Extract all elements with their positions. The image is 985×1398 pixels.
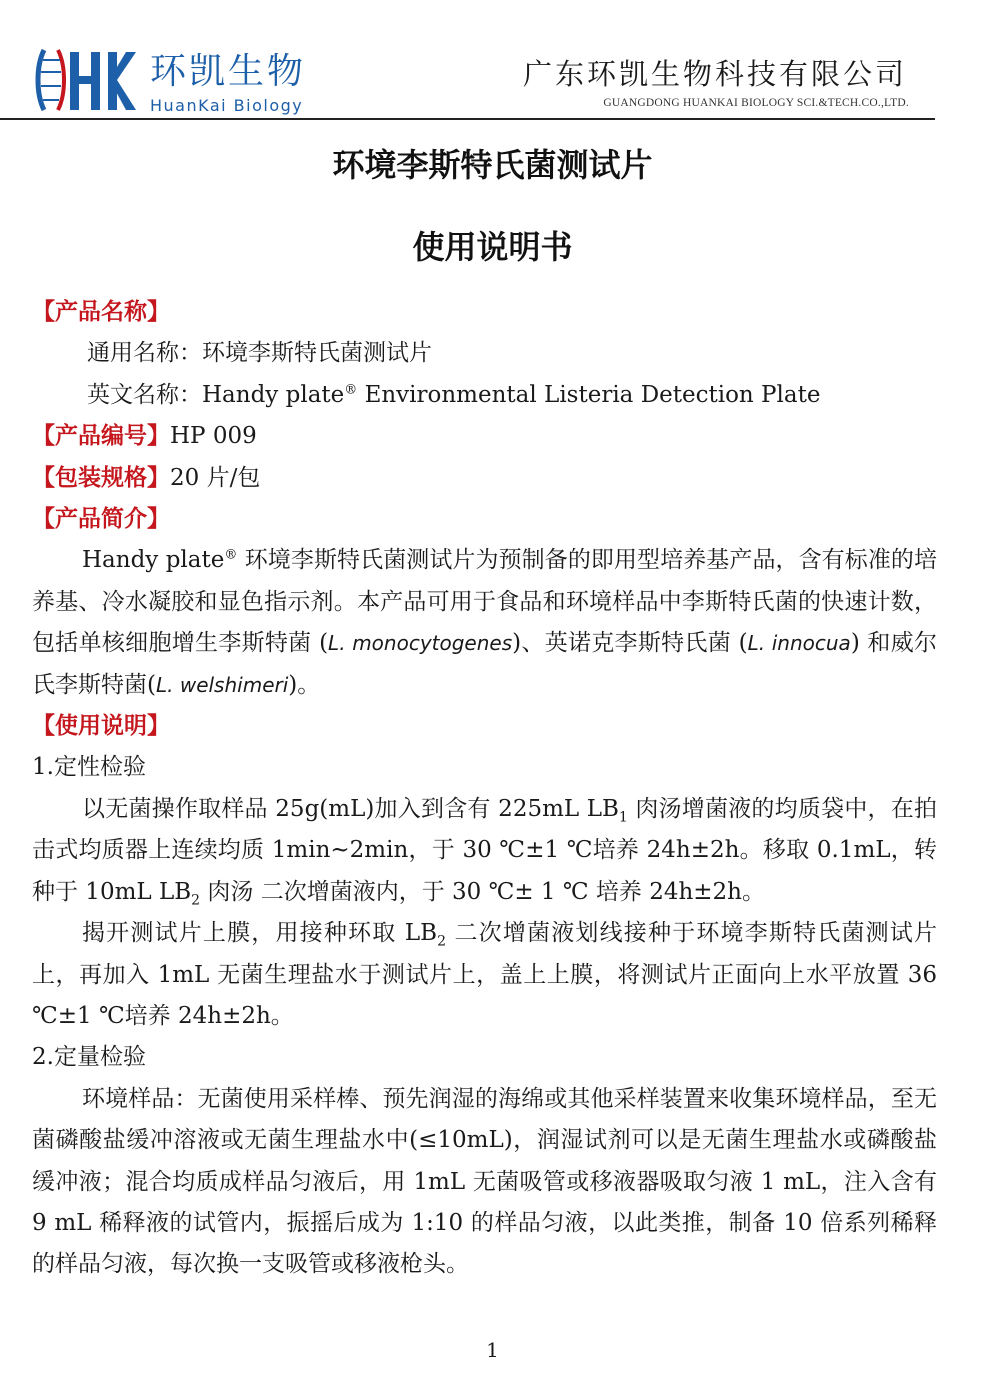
registered-mark: ® [224,547,238,563]
qualitative-paragraph-1 [32,789,937,913]
usage-text: 以无菌操作取样品 25g(mL)加入到含有 225mL LB [82,795,619,822]
section-heading: 【产品简介】 [32,506,170,533]
intro-brand: Handy plate [82,547,225,574]
company-name-cn: 广东环凯生物科技有限公司 [522,57,907,91]
generic-name-label: 通用名称： [87,340,202,367]
page-number: 1 [486,1338,499,1362]
document-body [32,292,937,1286]
logo-english-name: HuanKai Biology [150,96,304,115]
subscript: 1 [618,809,628,826]
packaging-row [32,458,937,499]
qualitative-title: 1.定性检验 [32,754,146,781]
intro-text: )。 [288,671,321,698]
species-name: L. innocua [747,631,851,656]
generic-name-value: 环境李斯特氏菌测试片 [202,340,432,367]
english-brand: Handy plate [202,381,345,408]
species-name: L. welshimeri [155,672,289,697]
product-code-value: HP 009 [170,423,257,450]
generic-name-row [32,333,937,374]
bhk-logo-icon [34,46,139,114]
registered-mark: ® [344,382,358,398]
quantitative-paragraph: 环境样品：无菌使用采样棒、预先润湿的海绵或其他采样装置来收集环境样品，至无菌磷酸盐缓冲溶液或无菌生理盐水中(≤10mL)，润湿试剂可以是无菌生理盐水或磷酸盐缓冲液；混合均质成样品匀液后，用 1mL 无菌吸管或移液器吸取匀液 1 mL，注入含有 9 mL 稀释液的试管内，振摇后成为 1:10 的样品匀液，以此类推，制备 10 倍系列稀释的样品匀液，每次换一支吸管或移液枪头。 [32,1085,937,1278]
intro-text: ) 和威尔氏李斯特菌( [32,630,937,698]
section-intro [32,499,937,540]
subscript: 2 [191,892,201,909]
intro-paragraph [32,540,937,706]
page-header [0,0,985,125]
section-heading: 【使用说明】 [32,713,170,740]
product-code-row [32,416,937,457]
document-title: 环境李斯特氏菌测试片 [332,146,653,184]
section-product-name [32,292,937,333]
english-name-value: Environmental Listeria Detection Plate [357,381,821,408]
logo-chinese-name: 环凯生物 [150,51,307,92]
usage-text: 肉汤增菌液的均质袋中，在拍击式均质器上连续均质 1min~2min，于 30 ℃±1 ℃培养 24h±2h。移取 0.1mL，转种于 10mL LB [32,795,937,905]
qualitative-paragraph-2 [32,913,937,1037]
header-divider [0,118,935,120]
section-heading: 【产品名称】 [32,299,170,325]
english-name-label: 英文名称： [87,381,202,408]
english-name-row [32,375,937,416]
document-subtitle: 使用说明书 [412,228,573,266]
usage-text: 二次增菌液划线接种于环境李斯特氏菌测试片上，再加入 1mL 无菌生理盐水于测试片上，盖上上膜，将测试片正面向上水平放置 36 ℃±1 ℃培养 24h±2h。 [32,920,937,1029]
company-name-en: GUANGDONG HUANKAI BIOLOGY SCI.&TECH.CO.,LTD. [603,97,909,109]
intro-text: 环境李斯特氏菌测试片为预制备的即用型培养基产品，含有标准的培养基、冷水凝胶和显色指示剂。本产品可用于食品和环境样品中李斯特氏菌的快速计数，包括单核细胞增生李斯特菌 ( [32,547,937,657]
section-usage [32,706,937,747]
usage-text: 肉汤 二次增菌液内，于 30 ℃± 1 ℃ 培养 24h±2h。 [200,878,765,905]
subscript: 2 [437,933,446,950]
usage-text: 揭开测试片上膜，用接种环取 LB [82,920,438,947]
quantitative-title: 2.定量检验 [32,1044,146,1071]
section-heading: 【包装规格】 [32,464,170,491]
intro-text: )、英诺克李斯特氏菌 ( [512,630,748,657]
packaging-value: 20 片/包 [170,464,261,491]
section-heading: 【产品编号】 [32,423,170,450]
species-name: L. monocytogenes [328,631,513,656]
